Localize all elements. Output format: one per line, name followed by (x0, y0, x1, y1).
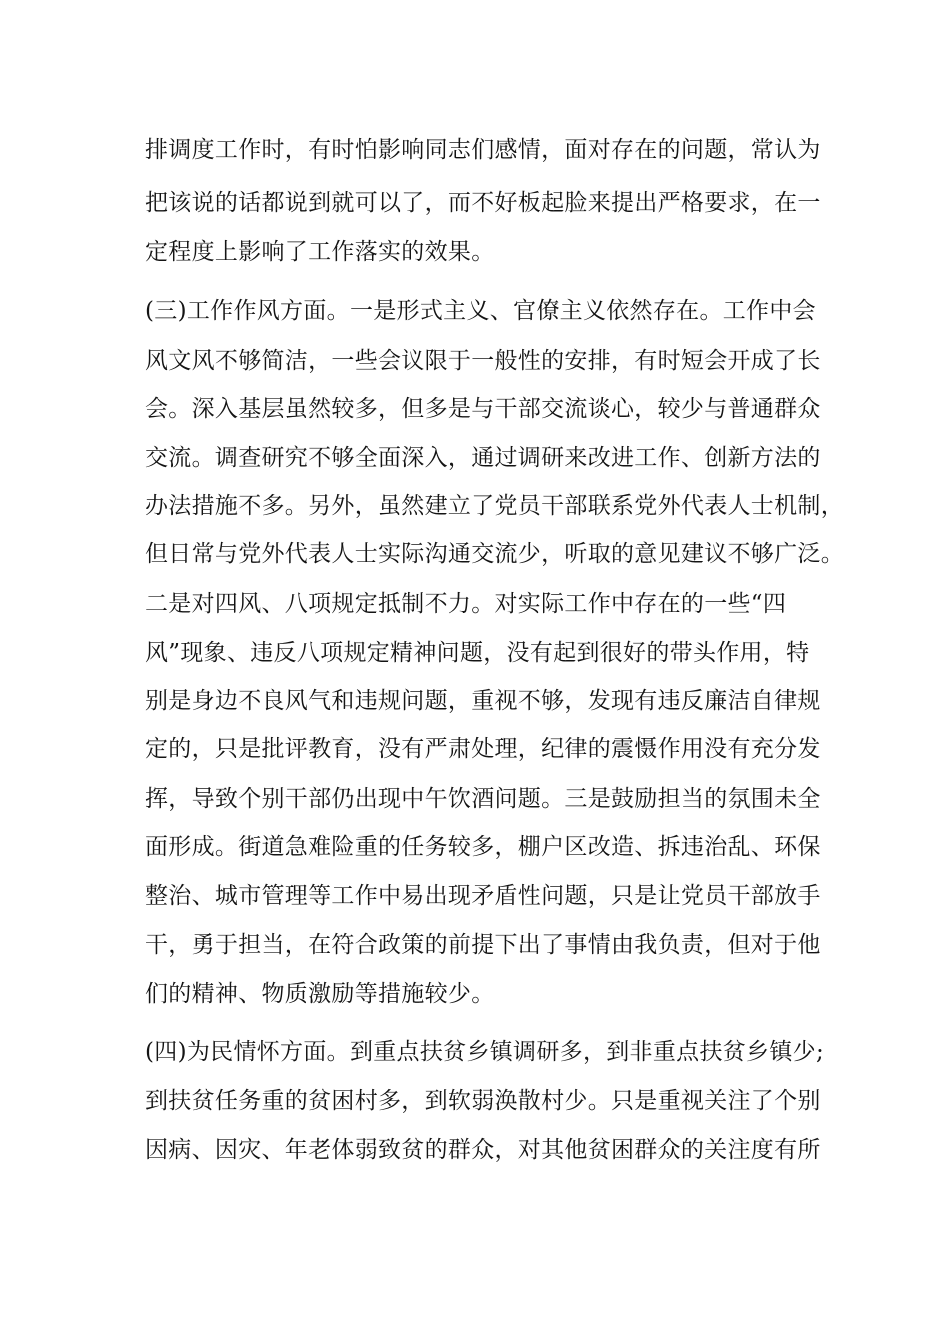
text-line: 但日常与党外代表人士实际沟通交流少，听取的意见建议不够广泛。 (145, 541, 844, 567)
text-line: 定的，只是批评教育，没有严肃处理，纪律的震慑作用没有充分发 (145, 736, 821, 762)
text-line: (三)工作作风方面。一是形式主义、官僚主义依然存在。工作中会 (145, 298, 816, 324)
text-line: 到扶贫任务重的贫困村多，到软弱涣散村少。只是重视关注了个别 (145, 1088, 821, 1114)
text-line: 挥，导致个别干部仍出现中午饮酒问题。三是鼓励担当的氛围未全 (145, 786, 821, 812)
text-line: 把该说的话都说到就可以了，而不好板起脸来提出严格要求，在一 (145, 190, 821, 216)
text-line: 定程度上影响了工作落实的效果。 (145, 239, 495, 265)
text-line: 因病、因灾、年老体弱致贫的群众，对其他贫困群众的关注度有所 (145, 1137, 821, 1163)
text-line: 面形成。街道急难险重的任务较多，棚户区改造、拆违治乱、环保 (145, 834, 821, 860)
text-line: 风文风不够简洁，一些会议限于一般性的安排，有时短会开成了长 (145, 348, 821, 374)
text-line: 风”现象、违反八项规定精神问题，没有起到很好的带头作用，特 (145, 640, 810, 666)
text-line: 们的精神、物质激励等措施较少。 (145, 981, 495, 1007)
text-line: 二是对四风、八项规定抵制不力。对实际工作中存在的一些“四 (145, 591, 787, 617)
text-line: 整治、城市管理等工作中易出现矛盾性问题，只是让党员干部放手 (145, 883, 821, 909)
text-line: 干，勇于担当，在符合政策的前提下出了事情由我负责，但对于他 (145, 932, 821, 958)
text-line: 办法措施不多。另外，虽然建立了党员干部联系党外代表人士机制， (145, 493, 844, 519)
text-line: 排调度工作时，有时怕影响同志们感情，面对存在的问题，常认为 (145, 137, 821, 163)
text-line: (四)为民情怀方面。到重点扶贫乡镇调研多，到非重点扶贫乡镇少; (145, 1039, 824, 1065)
text-line: 交流。调查研究不够全面深入，通过调研来改进工作、创新方法的 (145, 445, 821, 471)
text-line: 会。深入基层虽然较多，但多是与干部交流谈心，较少与普通群众 (145, 396, 821, 422)
text-line: 别是身边不良风气和违规问题，重视不够，发现有违反廉洁自律规 (145, 688, 821, 714)
